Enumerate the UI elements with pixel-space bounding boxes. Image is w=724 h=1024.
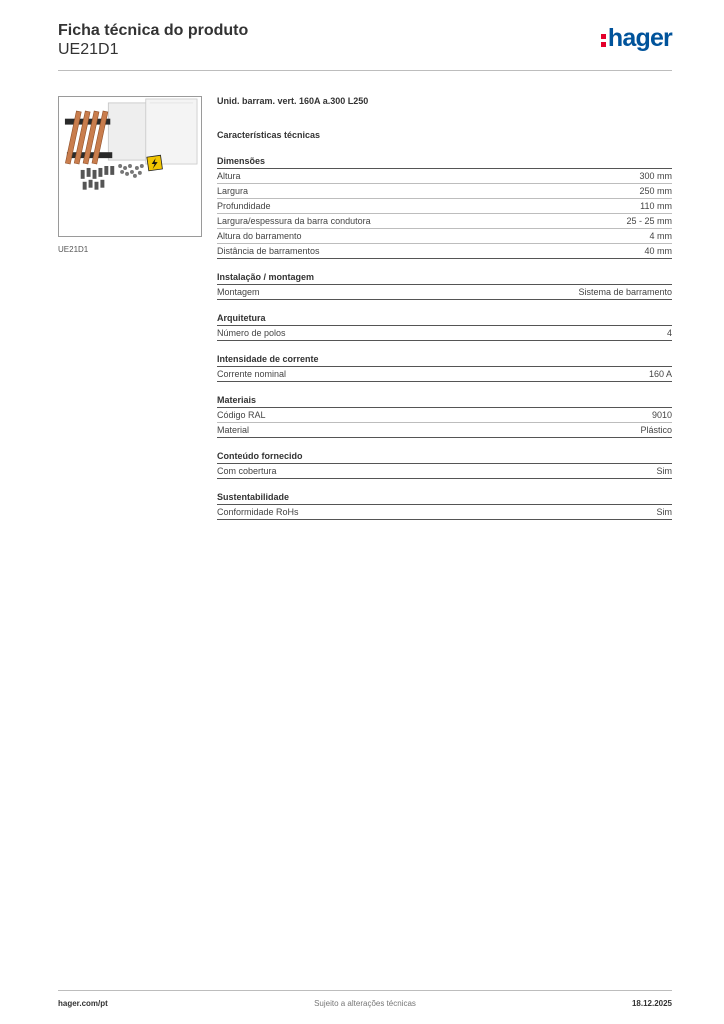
spec-group <box>217 154 672 259</box>
spec-group-title: Arquitetura <box>217 311 672 326</box>
spec-value: Sistema de barramento <box>578 287 672 297</box>
spec-content <box>217 94 672 520</box>
footer-note: Sujeito a alterações técnicas <box>314 999 416 1008</box>
document-title: Ficha técnica do produto <box>58 22 249 39</box>
spec-label: Material <box>217 425 250 435</box>
spec-value: 250 mm <box>639 186 672 196</box>
spec-label: Conformidade RoHs <box>217 507 299 517</box>
spec-value: Sim <box>656 466 672 476</box>
spec-row <box>217 367 672 382</box>
spec-value: 4 mm <box>649 231 672 241</box>
spec-value: 40 mm <box>644 246 672 256</box>
spec-label: Largura <box>217 186 249 196</box>
spec-group <box>217 449 672 479</box>
spec-row <box>217 184 672 199</box>
spec-value: 300 mm <box>639 171 672 181</box>
spec-group <box>217 352 672 382</box>
page-footer <box>58 990 672 1013</box>
product-name: Unid. barram. vert. 160A a.300 L250 <box>217 96 369 106</box>
spec-group <box>217 490 672 520</box>
product-illustration <box>59 97 201 236</box>
spec-row <box>217 199 672 214</box>
spec-row <box>217 214 672 229</box>
spec-row <box>217 326 672 341</box>
spec-value: Sim <box>656 507 672 517</box>
spec-value: 9010 <box>651 410 672 420</box>
product-code: UE21D1 <box>58 41 119 58</box>
spec-group-title: Sustentabilidade <box>217 490 672 505</box>
spec-group-title: Conteúdo fornecido <box>217 449 672 464</box>
product-photo <box>58 96 202 237</box>
spec-label: Largura/espessura da barra condutora <box>217 216 371 226</box>
spec-label: Altura do barramento <box>217 231 302 241</box>
footer-date: 18.12.2025 <box>631 999 672 1008</box>
tech-section-title: Características técnicas <box>217 130 321 140</box>
spec-value: 4 <box>666 328 672 338</box>
spec-group <box>217 393 672 438</box>
logo-dots-icon <box>601 34 606 47</box>
spec-row <box>217 505 672 520</box>
spec-value: Plástico <box>640 425 672 435</box>
spec-group-title: Materiais <box>217 393 672 408</box>
spec-label: Profundidade <box>217 201 271 211</box>
photo-caption: UE21D1 <box>58 245 89 254</box>
spec-value: 160 A <box>648 369 672 379</box>
spec-row <box>217 169 672 184</box>
spec-row <box>217 408 672 423</box>
spec-row <box>217 244 672 259</box>
spec-row <box>217 423 672 438</box>
spec-group-title: Intensidade de corrente <box>217 352 672 367</box>
spec-row <box>217 229 672 244</box>
spec-value: 110 mm <box>640 201 672 211</box>
spec-label: Corrente nominal <box>217 369 287 379</box>
spec-label: Número de polos <box>217 328 286 338</box>
spec-label: Distância de barramentos <box>217 246 320 256</box>
footer-website-link[interactable]: hager.com/pt <box>58 999 108 1008</box>
spec-value: 25 - 25 mm <box>626 216 672 226</box>
page-header <box>58 20 672 71</box>
spec-group <box>217 311 672 341</box>
logo-text: hager <box>607 24 672 52</box>
spec-group-title: Dimensões <box>217 154 672 169</box>
spec-label: Montagem <box>217 287 260 297</box>
spec-label: Código RAL <box>217 410 266 420</box>
spec-group-title: Instalação / montagem <box>217 270 672 285</box>
spec-groups <box>217 154 672 520</box>
hager-logo[interactable] <box>601 26 672 51</box>
spec-label: Com cobertura <box>217 466 277 476</box>
spec-group <box>217 270 672 300</box>
spec-row <box>217 285 672 300</box>
spec-row <box>217 464 672 479</box>
spec-label: Altura <box>217 171 241 181</box>
